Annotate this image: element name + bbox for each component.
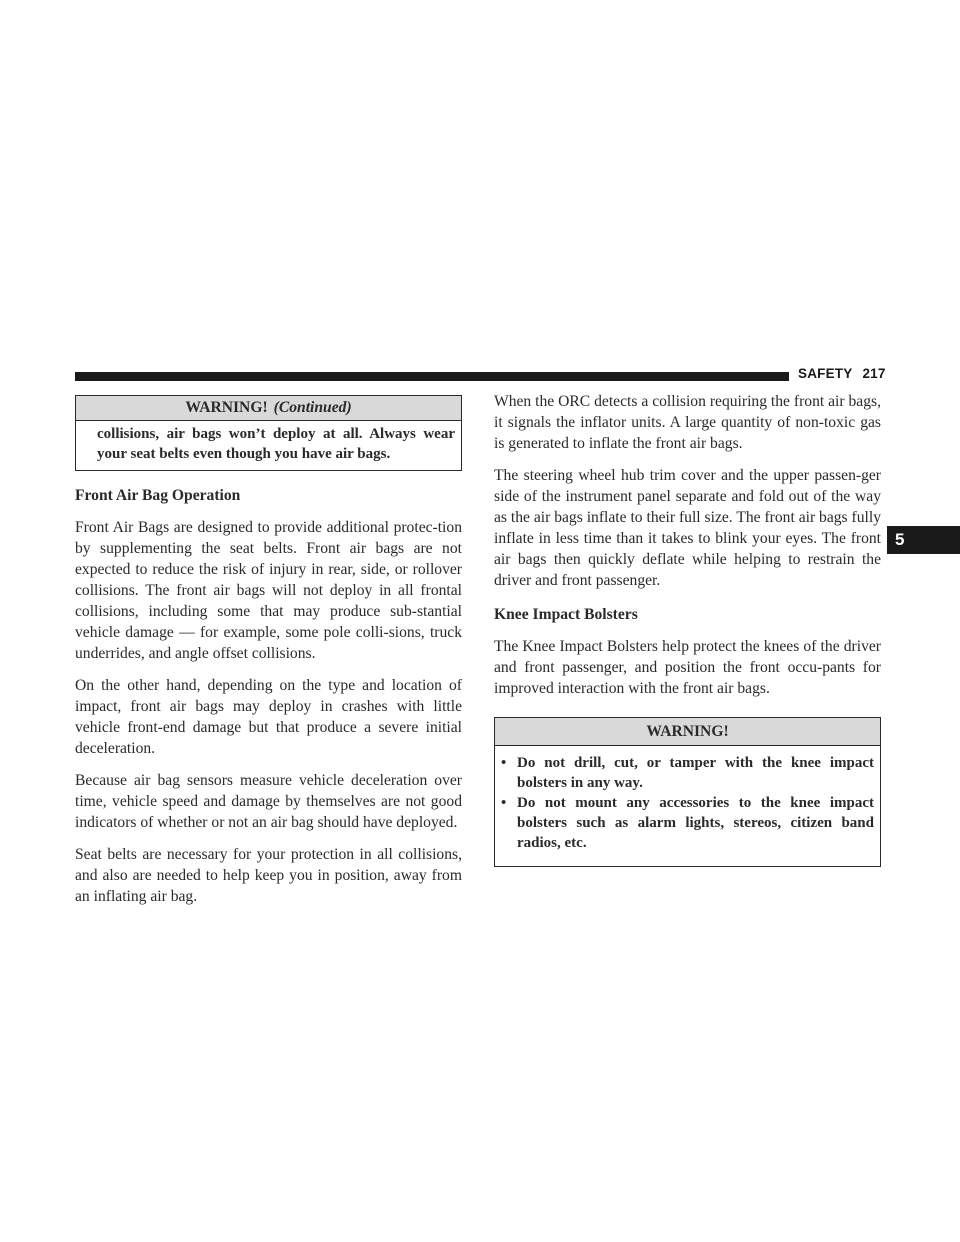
bullet-text: Do not mount any accessories to the knee impact bolsters such as alarm lights, stereos, citizen band radios, etc. <box>517 795 874 851</box>
continued-label: (Continued) <box>273 399 352 416</box>
header-rule <box>75 372 789 381</box>
warning-header <box>76 396 461 421</box>
left-column <box>75 395 462 907</box>
section-heading: Front Air Bag Operation <box>75 487 241 504</box>
warning-bullet <box>501 753 874 793</box>
bullet-icon: • <box>501 755 507 771</box>
warning-header <box>495 718 880 746</box>
warning-text: collisions, air bags won’t deploy at all. Always wear your seat belts even though you have air bags. <box>97 426 455 462</box>
paragraph: Front Air Bags are designed to provide additional protec-tion by supplementing the seat belts. Front air bags are not expected to reduce the risk of injury in rear, side, or rollover collisions. The front air bags will not deploy in all frontal collisions, including some that may produce sub-stantial vehicle damage — for example, some pole colli-sions, truck underrides, and angle offset collisions. <box>75 519 462 662</box>
paragraph: Because air bag sensors measure vehicle deceleration over time, vehicle speed and damage by themselves are not good indicators of whether or not an air bag should have deployed. <box>75 772 462 831</box>
section-heading: Knee Impact Bolsters <box>494 606 638 623</box>
warning-box <box>494 717 881 867</box>
section-title: SAFETY <box>798 366 853 381</box>
warning-bullet <box>501 793 874 853</box>
chapter-tab: 5 <box>887 526 960 554</box>
warning-list <box>495 746 880 866</box>
paragraph: Seat belts are necessary for your protection in all collisions, and also are needed to help keep you in position, away from an inflating air bag. <box>75 846 462 905</box>
paragraph: The steering wheel hub trim cover and the upper passen-ger side of the instrument panel separate and fold out of the way as the air bags inflate to their full size. The front air bags fully inflate in less time than it takes to blink your eyes. The front air bags then quickly deflate while helping to restrain the driver and front passenger. <box>494 467 881 589</box>
bullet-text: Do not drill, cut, or tamper with the knee impact bolsters in any way. <box>517 755 874 791</box>
warning-title: WARNING! <box>646 723 729 740</box>
bullet-icon: • <box>501 795 507 811</box>
warning-box-continued <box>75 395 462 471</box>
paragraph: The Knee Impact Bolsters help protect the knees of the driver and front passenger, and position the front occu-pants for improved interaction with the front air bags. <box>494 638 881 697</box>
page-number: 217 <box>862 366 886 381</box>
paragraph: On the other hand, depending on the type and location of impact, front air bags may deploy in crashes with little vehicle front-end damage but that produce a severe initial deceleration. <box>75 677 462 757</box>
running-header <box>798 366 886 381</box>
warning-title: WARNING! <box>185 399 268 416</box>
right-column <box>494 391 881 867</box>
paragraph: When the ORC detects a collision requiring the front air bags, it signals the inflator units. A large quantity of non-toxic gas is generated to inflate the front air bags. <box>494 393 881 452</box>
